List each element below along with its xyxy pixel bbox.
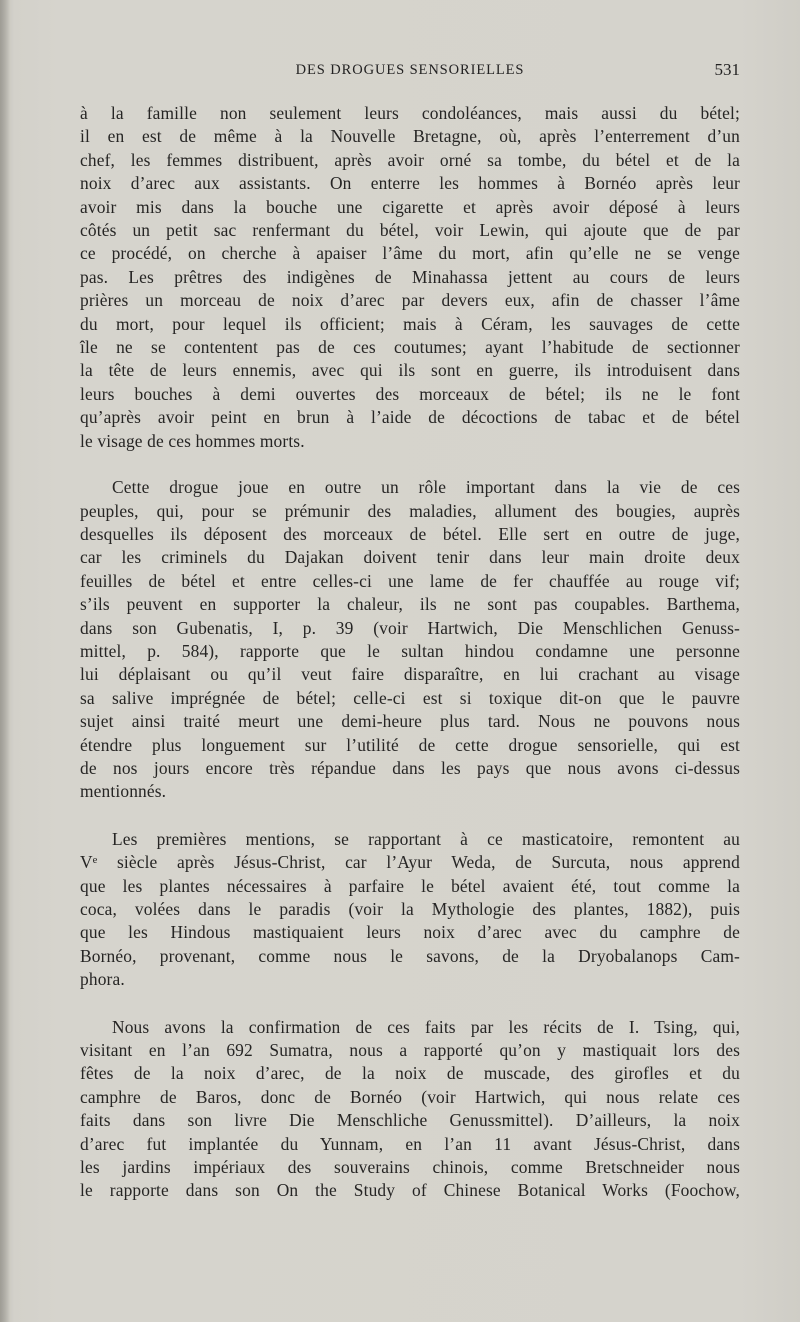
text-line: faits dans son livre Die Menschliche Genussmittel). D’ailleurs, la noix bbox=[80, 1110, 740, 1131]
text-line: noix d’arec aux assistants. On enterre les hommes à Bornéo après leur bbox=[80, 173, 740, 194]
text-line: s’ils peuvent en supporter la chaleur, ils ne sont pas coupables. Barthema, bbox=[80, 594, 740, 615]
text-line: coca, volées dans le paradis (voir la Mythologie des plantes, 1882), puis bbox=[80, 899, 740, 919]
text-line: ce procédé, on cherche à apaiser l’âme du mort, afin qu’elle ne se venge bbox=[80, 243, 740, 264]
text-line: que les Hindous mastiquaient leurs noix d’arec avec du camphre de bbox=[80, 922, 740, 943]
text-line: le rapporte dans son On the Study of Chinese Botanical Works (Foochow, bbox=[80, 1180, 740, 1201]
text-line: Vᵉ siècle après Jésus-Christ, car l’Ayur Weda, de Surcuta, nous apprend bbox=[80, 852, 740, 873]
running-head bbox=[80, 62, 740, 82]
text-line: du mort, pour lequel ils officient; mais à Céram, les sauvages de cette bbox=[80, 313, 740, 334]
paragraph bbox=[80, 476, 740, 804]
text-line: que les plantes nécessaires à parfaire le bétel avaient été, tout comme la bbox=[80, 875, 740, 896]
text-line: Les premières mentions, se rapportant à ce masticatoire, remontent au bbox=[112, 828, 740, 849]
text-line: fêtes de la noix d’arec, de la noix de muscade, des girofles et du bbox=[80, 1063, 740, 1084]
page-number: 531 bbox=[714, 60, 740, 79]
text-line: feuilles de bétel et entre celles-ci une lame de fer chauffée au rouge vif; bbox=[80, 570, 740, 591]
text-line: côtés un petit sac renfermant du bétel, voir Lewin, qui ajoute que de par bbox=[80, 220, 740, 241]
text-line: Nous avons la confirmation de ces faits par les récits de I. Tsing, qui, bbox=[112, 1016, 740, 1037]
text-line: les jardins impériaux des souverains chinois, comme Bretschneider nous bbox=[80, 1157, 740, 1178]
text-line: desquelles ils déposent des morceaux de bétel. Elle sert en outre de juge, bbox=[80, 523, 740, 544]
text-line: à la famille non seulement leurs condoléances, mais aussi du bétel; bbox=[80, 103, 740, 123]
text-line: mittel, p. 584), rapporte que le sultan hindou condamne une personne bbox=[80, 640, 740, 661]
paragraph bbox=[80, 828, 740, 992]
text-line: prières un morceau de noix d’arec par devers eux, afin de chasser l’âme bbox=[80, 290, 740, 311]
text-line: visitant en l’an 692 Sumatra, nous a rapporté qu’on y mastiquait lors des bbox=[80, 1040, 740, 1061]
running-head-title: DES DROGUES SENSORIELLES bbox=[295, 62, 525, 78]
text-line: camphre de Baros, donc de Bornéo (voir Hartwich, qui nous relate ces bbox=[80, 1086, 740, 1107]
paragraph bbox=[80, 1016, 740, 1203]
text-line: qu’après avoir peint en brun à l’aide de décoctions de tabac et de bétel bbox=[80, 407, 740, 428]
text-line: île ne se contentent pas de ces coutumes; ayant l’habitude de sectionner bbox=[80, 337, 740, 358]
text-line: Bornéo, provenant, comme nous le savons, de la Dryobalanops Cam- bbox=[80, 945, 740, 966]
body-text bbox=[80, 102, 740, 1203]
gutter-shadow bbox=[0, 0, 10, 1322]
text-line: dans son Gubenatis, I, p. 39 (voir Hartwich, Die Menschlichen Genuss- bbox=[80, 617, 740, 638]
text-line: pas. Les prêtres des indigènes de Minahassa jettent au cours de leurs bbox=[80, 266, 740, 287]
text-line: de nos jours encore très répandue dans les pays que nous avons ci-dessus bbox=[80, 757, 740, 778]
text-line: lui déplaisant ou qu’il veut faire disparaître, en lui crachant au visage bbox=[80, 664, 740, 685]
text-line: sujet ainsi traité meurt une demi-heure plus tard. Nous ne pouvons nous bbox=[80, 711, 740, 732]
paragraph bbox=[80, 102, 740, 453]
text-line: Cette drogue joue en outre un rôle important dans la vie de ces bbox=[112, 477, 740, 498]
text-line: mentionnés. bbox=[80, 781, 167, 802]
text-line: peuples, qui, pour se prémunir des maladies, allument des bougies, auprès bbox=[80, 500, 740, 521]
text-line: chef, les femmes distribuent, après avoir orné sa tombe, du bétel et de la bbox=[80, 149, 740, 170]
text-line: d’arec fut implantée du Yunnam, en l’an 11 avant Jésus-Christ, dans bbox=[80, 1133, 740, 1154]
text-line: le visage de ces hommes morts. bbox=[80, 430, 305, 451]
text-line: la tête de leurs ennemis, avec qui ils sont en guerre, ils introduisent dans bbox=[80, 360, 740, 381]
text-line: car les criminels du Dajakan doivent tenir dans leur main droite deux bbox=[80, 547, 740, 568]
text-line: étendre plus longuement sur l’utilité de cette drogue sensorielle, qui est bbox=[80, 734, 740, 755]
text-line: phora. bbox=[80, 969, 125, 990]
text-line: avoir mis dans la bouche une cigarette et après avoir déposé à leurs bbox=[80, 196, 740, 217]
text-line: il en est de même à la Nouvelle Bretagne, où, après l’enterrement d’un bbox=[80, 126, 740, 147]
text-line: sa salive imprégnée de bétel; celle-ci est si toxique dit-on que le pauvre bbox=[80, 687, 740, 708]
text-line: leurs bouches à demi ouvertes des morceaux de bétel; ils ne le font bbox=[80, 383, 740, 404]
